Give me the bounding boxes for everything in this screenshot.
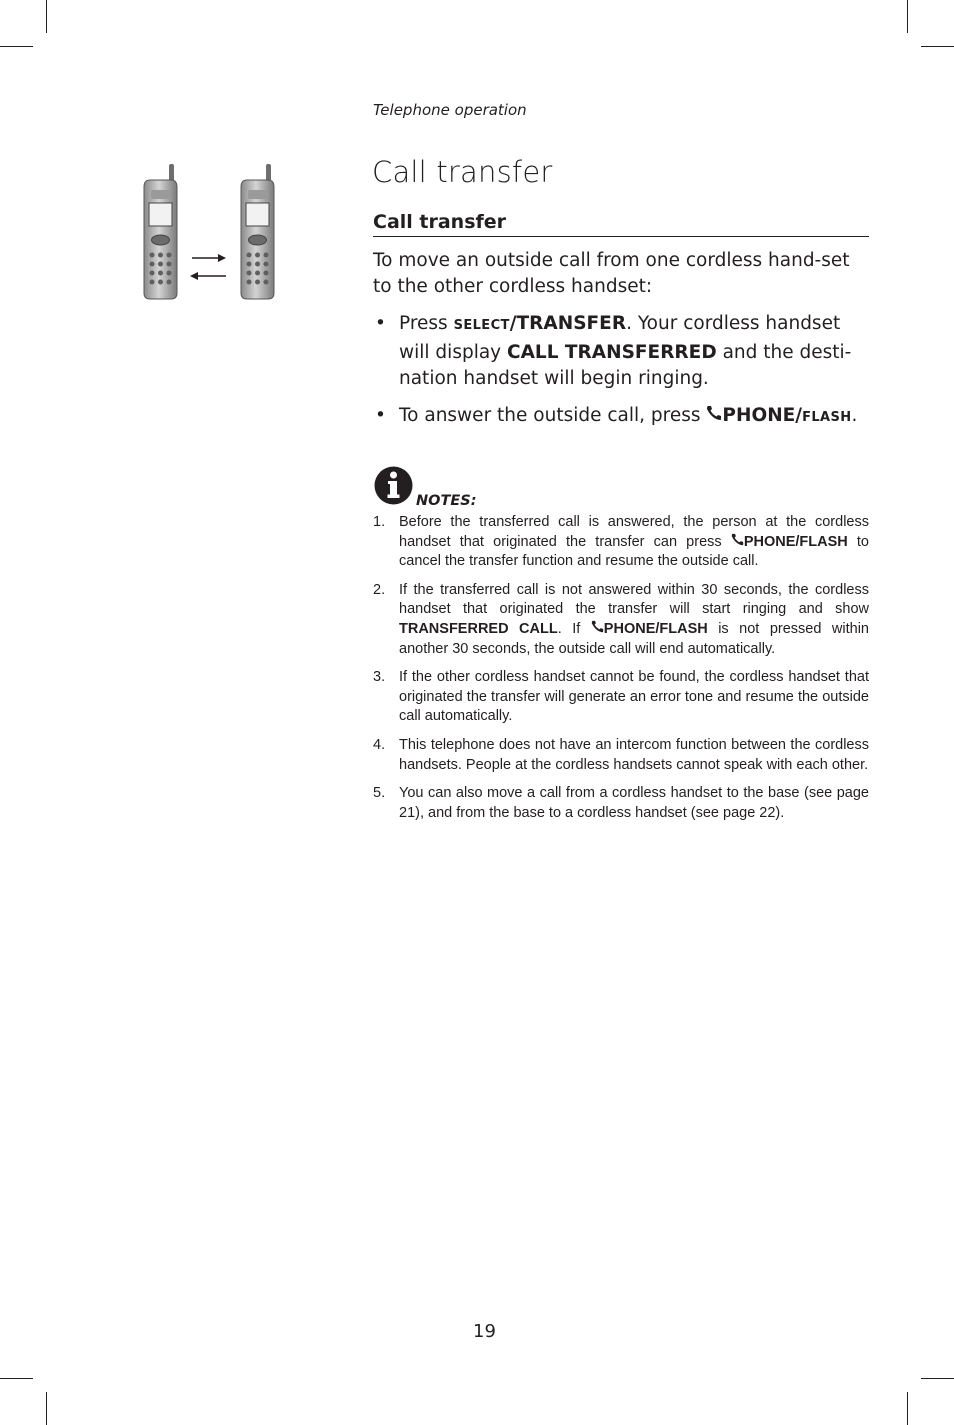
text-run: and the desti-nation handset will begin ringing. xyxy=(399,341,852,389)
crop-mark xyxy=(921,46,954,47)
crop-mark xyxy=(907,0,908,33)
list-item xyxy=(373,581,869,659)
crop-mark xyxy=(907,1392,908,1425)
text-run: If the other cordless handset cannot be found, the cordless handset that originated the transfer will generate an error tone and resume the outside call automatically. xyxy=(399,669,869,725)
key-label: PHONE/ xyxy=(722,404,803,426)
text-run: is not pressed within another 30 seconds, the outside call will end automatically. xyxy=(399,620,869,657)
crop-mark xyxy=(46,0,47,33)
phone-icon xyxy=(591,620,604,633)
key-label: PHONE/FLASH xyxy=(743,533,848,550)
running-header: Telephone operation xyxy=(373,101,527,119)
crop-mark xyxy=(0,1378,33,1379)
text-run: . If xyxy=(557,620,591,637)
list-item xyxy=(373,736,869,775)
text-run: . Your cordless handset will display xyxy=(399,313,841,363)
key-label: SELECT xyxy=(453,318,510,333)
text-run: This telephone does not have an intercom function between the cordless handsets. People at the cordless handsets cannot speak with each other. xyxy=(399,736,869,773)
note-number: 4. xyxy=(373,736,386,753)
page-number: 19 xyxy=(473,1321,496,1342)
key-label: FLASH xyxy=(802,409,852,425)
intro-paragraph: To move an outside call from one cordless hand-set to the other cordless handset: xyxy=(373,250,850,297)
list-item xyxy=(373,403,869,432)
text-run: Before the transferred call is answered, the person at the cordless handset that originated the transfer can press xyxy=(399,514,869,550)
text-run: You can also move a call from a cordless handset to the base (see page 21), and from the base to a cordless handset (see page 22). xyxy=(399,785,869,821)
text-run: If the transferred call is not answered within 30 seconds, the cordless handset that originated the transfer will start ringing and show xyxy=(399,581,869,618)
bullet-glyph: • xyxy=(375,404,386,426)
crop-mark xyxy=(921,1378,954,1379)
text-run: to cancel the transfer function and resume the outside call. xyxy=(399,533,869,570)
instruction-list xyxy=(373,311,869,441)
text-run: To answer the outside call, press xyxy=(399,404,707,426)
text-run: Press xyxy=(399,313,454,334)
cordless-handset-icon xyxy=(241,164,274,299)
phone-icon xyxy=(731,533,744,546)
text-run: . xyxy=(851,404,858,426)
phone-icon xyxy=(706,405,722,421)
crop-mark xyxy=(46,1392,47,1425)
note-number: 5. xyxy=(373,785,386,802)
list-item xyxy=(373,513,869,572)
cordless-handset-icon xyxy=(144,164,177,299)
notes-list xyxy=(373,513,869,832)
section-heading: Call transfer xyxy=(373,211,869,237)
bullet-glyph: • xyxy=(375,313,386,334)
transfer-arrows-icon xyxy=(190,254,226,280)
info-icon xyxy=(374,466,413,509)
handset-transfer-illustration xyxy=(138,163,278,301)
handset-transfer-figure xyxy=(138,163,278,301)
note-number: 2. xyxy=(373,581,386,598)
note-number: 1. xyxy=(373,514,386,530)
list-item xyxy=(373,311,869,393)
list-item xyxy=(373,784,869,823)
page-title: Call transfer xyxy=(372,155,553,189)
display-text: CALL TRANSFERRED xyxy=(507,341,717,363)
notes-label: NOTES: xyxy=(416,493,477,509)
list-item xyxy=(373,668,869,727)
crop-mark xyxy=(0,46,33,47)
note-number: 3. xyxy=(373,669,386,686)
key-label: PHONE/FLASH xyxy=(603,620,708,637)
key-label: /TRANSFER xyxy=(509,313,627,334)
display-text: TRANSFERRED CALL xyxy=(399,620,558,637)
